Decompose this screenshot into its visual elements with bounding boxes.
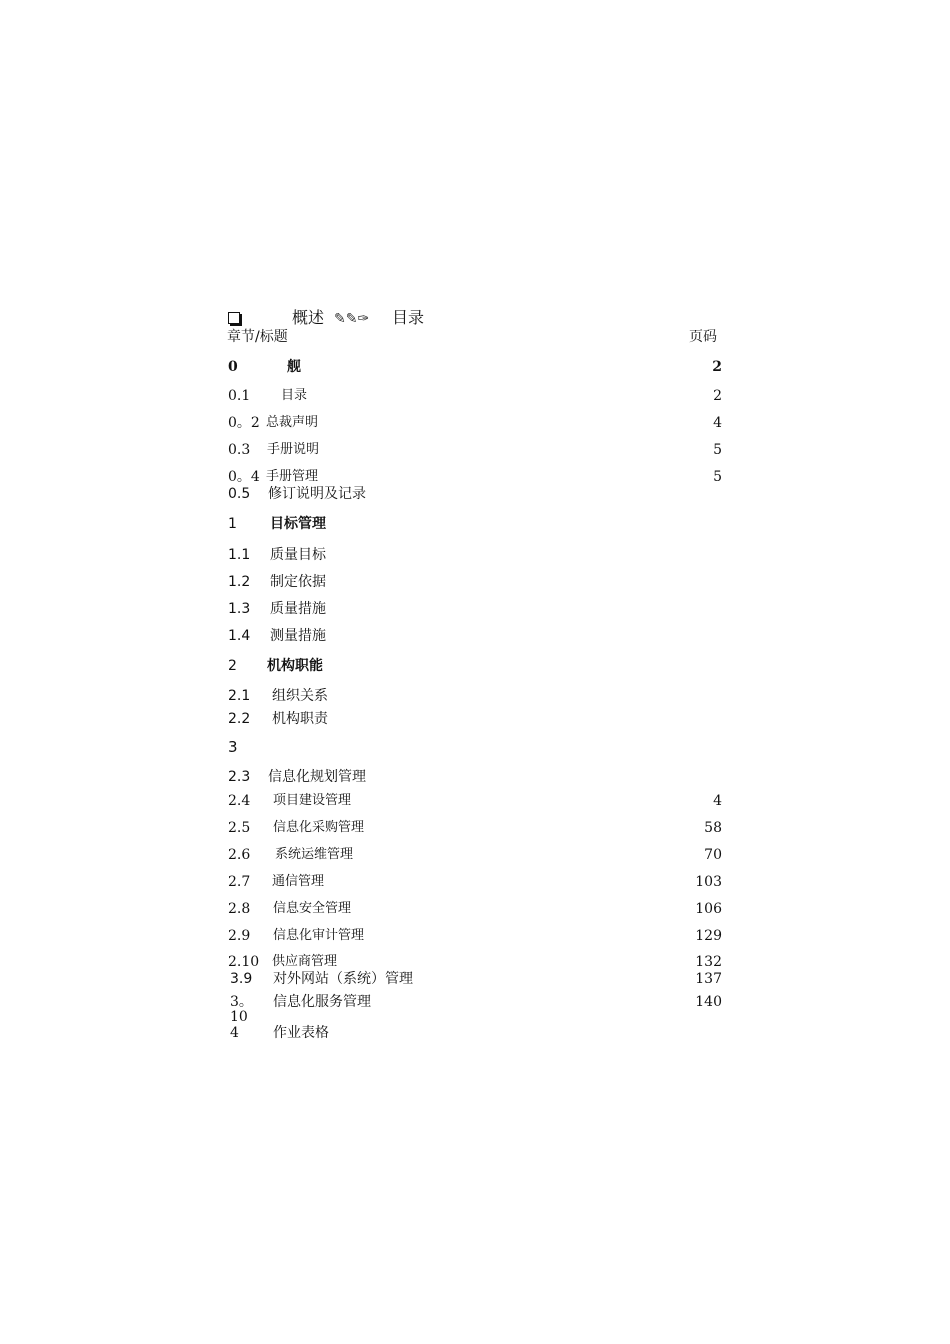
toc-title: 测量措施 (270, 628, 326, 644)
toc-title: 舰 (287, 359, 301, 375)
toc-number: 1.2 (228, 574, 251, 590)
toc-page: 132 (695, 954, 722, 970)
toc-page: 129 (695, 928, 722, 944)
toc-number: 1.3 (228, 601, 251, 617)
column-header-section: 章节/标题 (227, 329, 288, 345)
toc-number: 4 (230, 1025, 239, 1041)
toc-page: 58 (704, 820, 722, 836)
toc-title: 供应商管理 (272, 954, 338, 969)
toc-page: 4 (713, 415, 722, 431)
toc-number: 3 (228, 738, 238, 756)
toc-title: 信息安全管理 (273, 901, 352, 916)
toc-page: 2 (713, 388, 722, 404)
toc-title: 目录 (281, 388, 308, 403)
toc-title: 质量目标 (270, 547, 326, 563)
toc-title: 通信管理 (272, 874, 325, 889)
toc-number: 2.5 (228, 820, 251, 836)
toc-page: 4 (713, 793, 722, 809)
toc-title: 目标管理 (270, 516, 326, 532)
toc-number: 0.5 (228, 486, 251, 502)
toc-title: 对外网站（系统）管理 (273, 971, 413, 987)
toc-number: 1 (228, 516, 237, 532)
toc-number: 2.9 (228, 928, 251, 944)
toc-title: 项目建设管理 (273, 793, 352, 808)
toc-page: 5 (713, 469, 722, 485)
toc-title: 手册说明 (267, 442, 320, 457)
toc-page: 106 (695, 901, 722, 917)
toc-title: 目录 (392, 308, 425, 327)
toc-number: 3.9 (230, 971, 253, 987)
toc-title: 机构职能 (267, 658, 323, 674)
toc-title: 手册管理 (266, 469, 319, 484)
toc-number: 3。 (230, 994, 253, 1010)
toc-title: 制定依据 (270, 574, 326, 590)
toc-title: 系统运维管理 (275, 847, 354, 862)
toc-number: 2.6 (228, 847, 251, 863)
toc-title: 作业表格 (273, 1025, 329, 1041)
toc-title: 总裁声明 (266, 415, 319, 430)
toc-title: 机构职责 (272, 711, 328, 727)
toc-number: 2.10 (228, 954, 260, 970)
toc-number: 0 (228, 359, 238, 375)
toc-number: 2.8 (228, 901, 251, 917)
toc-number: 2.4 (228, 793, 251, 809)
toc-number: 0.1 (228, 388, 251, 404)
toc-page: 140 (695, 994, 722, 1010)
toc-number: 1.4 (228, 628, 251, 644)
toc-number: 2.7 (228, 874, 251, 890)
checkbox-icon (228, 311, 240, 327)
toc-number-continued: 10 (230, 1009, 248, 1025)
toc-title: 组织关系 (272, 688, 328, 704)
column-header-page: 页码 (689, 329, 717, 345)
toc-number: 0。4 (228, 469, 260, 485)
toc-page: 70 (704, 847, 722, 863)
toc-page: 2 (712, 359, 722, 375)
pencil-icon: ✎✎✑ (334, 311, 370, 327)
toc-number: 2.3 (228, 769, 251, 785)
toc-number: 2.1 (228, 688, 251, 704)
toc-number: 0。2 (228, 415, 260, 431)
toc-title: 信息化审计管理 (273, 928, 365, 943)
toc-number: 1.1 (228, 547, 251, 563)
toc-title: 信息化采购管理 (273, 820, 365, 835)
toc-title: 质量措施 (270, 601, 326, 617)
toc-number: 2 (228, 658, 237, 674)
toc-page: 5 (713, 442, 722, 458)
toc-number: 2.2 (228, 711, 251, 727)
toc-title: 信息化服务管理 (273, 994, 371, 1010)
toc-title: 信息化规划管理 (268, 769, 366, 785)
toc-title: 修订说明及记录 (268, 486, 366, 502)
toc-page: 137 (695, 971, 722, 987)
toc-page: 103 (695, 874, 722, 890)
overview-heading: 概述 (292, 308, 325, 327)
toc-number: 0.3 (228, 442, 251, 458)
